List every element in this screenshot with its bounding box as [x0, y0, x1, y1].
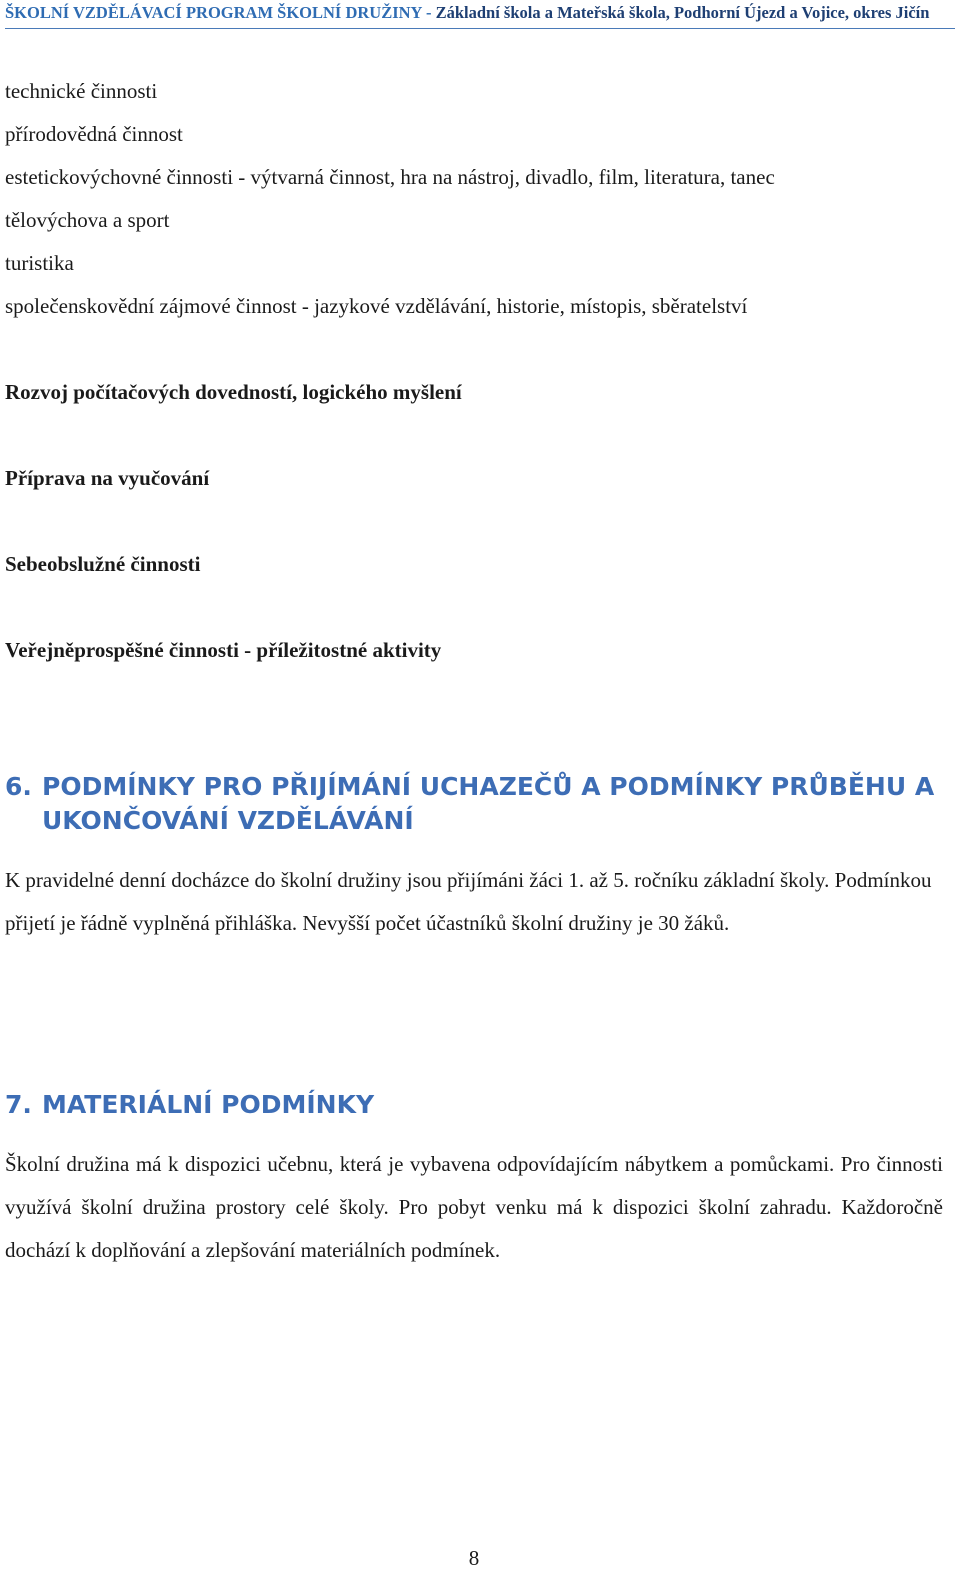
activity-item: turistika — [5, 251, 74, 275]
bold-item: Sebeobslužné činnosti — [5, 552, 201, 576]
section-6-heading — [5, 770, 934, 838]
bold-item: Veřejněprospěšné činnosti - příležitostné aktivity — [5, 638, 442, 662]
section-title-line2: UKONČOVÁNÍ VZDĚLÁVÁNÍ — [42, 806, 414, 835]
section-title-line1: PODMÍNKY PRO PŘIJÍMÁNÍ UCHAZEČŮ A PODMÍNKY PRŮBĚHU A — [42, 772, 935, 801]
program-title: ŠKOLNÍ VZDĚLÁVACÍ PROGRAM ŠKOLNÍ DRUŽINY - — [5, 3, 436, 22]
section-number: 6. — [5, 772, 32, 801]
section-7-heading — [5, 1088, 374, 1122]
section-6-text: K pravidelné denní docházce do školní družiny jsou přijímáni žáci 1. až 5. ročníku základní školy. Podmínkou přijetí je řádně vyplněná přihláška. Nevyšší počet účastníků školní družiny je 30 žáků. — [5, 868, 932, 935]
page-number: 8 — [468, 1546, 480, 1570]
activity-item: tělovýchova a sport — [5, 208, 170, 232]
activity-item: technické činnosti — [5, 79, 158, 103]
page-header — [5, 2, 955, 29]
section-7-text: Školní družina má k dispozici učebnu, která je vybavena odpovídajícím nábytkem a pomůckami. Pro činnosti využívá školní družina prostory celé školy. Pro pobyt venku má k dispozici školní zahradu. Každoročně dochází k doplňování a zlepšování materiálních podmínek. — [5, 1152, 943, 1262]
activity-item: estetickovýchovné činnosti - výtvarná činnost, hra na nástroj, divadlo, film, literatura, tanec — [5, 165, 775, 189]
activity-item: přírodovědná činnost — [5, 122, 183, 146]
bold-item: Rozvoj počítačových dovedností, logického myšlení — [5, 380, 462, 404]
section-title: MATERIÁLNÍ PODMÍNKY — [42, 1090, 375, 1119]
bold-item: Příprava na vyučování — [5, 466, 210, 490]
section-number: 7. — [5, 1090, 32, 1119]
school-name: Základní škola a Mateřská škola, Podhorní Újezd a Vojice, okres Jičín — [435, 3, 930, 22]
activity-item: společenskovědní zájmové činnost - jazykové vzdělávání, historie, místopis, sběratelství — [5, 294, 748, 318]
